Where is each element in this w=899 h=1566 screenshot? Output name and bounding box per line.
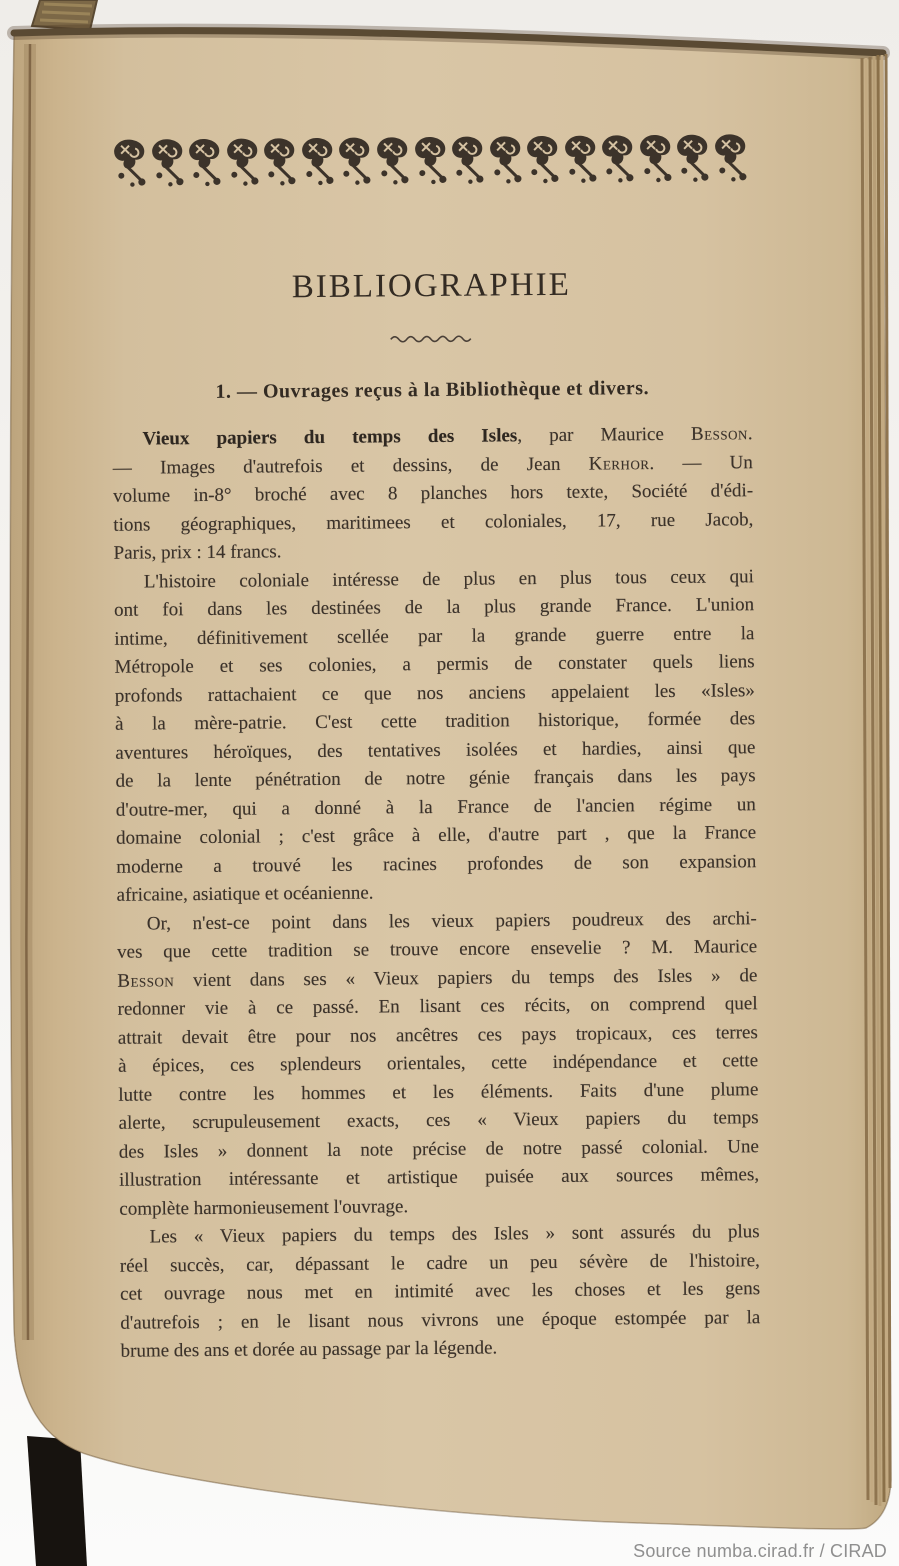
text-line: lutte contre les hommes et les éléments. Faits d'une plume — [118, 1078, 759, 1106]
paragraph — [117, 905, 760, 1224]
text-line: Métropole et ses colonies, a permis de constater quels liens — [114, 651, 755, 678]
section-heading: 1. — Ouvrages reçus à la Bibliothèque et divers. — [215, 377, 650, 403]
text-line: tions géographiques, maritimees et coloniales, 17, rue Jacob, — [113, 508, 754, 536]
fleuron-ornament-icon — [675, 134, 710, 184]
text-line: volume in-8° broché avec 8 planches hors texte, Société d'édi- — [113, 480, 754, 507]
text-line: de la lente pénétration de notre génie français dans les pays — [115, 765, 756, 792]
squiggle-divider — [112, 328, 752, 346]
text-line: L'histoire coloniale intéresse de plus en plus tous ceux qui — [143, 565, 754, 593]
body-paragraphs — [113, 420, 761, 1366]
text-line: intime, définitivement scellée par la grande guerre entre la — [114, 622, 755, 650]
fleuron-ornament-icon — [488, 135, 523, 185]
fleuron-ornament-icon — [525, 135, 560, 185]
page-content — [110, 133, 761, 1366]
page-title: BIBLIOGRAPHIE — [291, 266, 571, 306]
fleuron-ornament-icon — [375, 136, 410, 186]
text-line: domaine colonial ; c'est grâce à elle, d'autre part , que la France — [116, 822, 757, 849]
fleuron-ornament-icon — [150, 138, 185, 188]
fleuron-ornament-icon — [413, 136, 448, 186]
text-line: Paris, prix : 14 francs. — [113, 541, 282, 564]
squiggle-icon — [388, 333, 476, 345]
text-line: Besson vient dans ses « Vieux papiers du temps des Isles » de — [117, 964, 758, 992]
text-line: Vieux papiers du temps des Isles, par Maurice Besson. — [142, 423, 753, 450]
text-line: à la mère-patrie. C'est cette tradition historique, formée des — [115, 708, 756, 735]
text-line: à épices, ces splendeurs orientales, cette indépendance et cette — [118, 1050, 759, 1077]
text-line: brume des ans et dorée au passage par la légende. — [120, 1337, 498, 1362]
text-line: africaine, asiatique et océanienne. — [116, 882, 374, 906]
text-line: profonds rattachaient ce que nos anciens appelaient les «Isles» — [114, 679, 755, 707]
text-line: Les « Vieux papiers du temps des Isles » sont assurés du plus — [149, 1221, 760, 1248]
text-line: cet ouvrage nous met en intimité avec les choses et les gens — [120, 1278, 761, 1305]
text-line: alerte, scrupuleusement exacts, ces « Vieux papiers du temps — [118, 1107, 759, 1134]
text-line: ont foi dans les destinées de la plus grande France. L'union — [114, 594, 755, 621]
fleuron-ornament-icon — [713, 133, 748, 183]
fleuron-ornament-icon — [225, 137, 260, 187]
text-line: — Images d'autrefois et dessins, de Jean Kerhor. — Un — [112, 451, 753, 479]
fleuron-ornament-icon — [187, 138, 222, 188]
text-line: des Isles » donnent la note précise de notre passé colonial. Une — [118, 1135, 759, 1163]
source-attribution: Source numba.cirad.fr / CIRAD — [633, 1541, 887, 1561]
text-line: d'outre-mer, qui a donné à la France de l'ancien régime un — [115, 793, 756, 821]
fleuron-ornament-icon — [450, 136, 485, 186]
ornament-row — [112, 133, 748, 189]
text-line: moderne a trouvé les racines profondes de son expansion — [116, 850, 757, 878]
fleuron-ornament-icon — [300, 137, 335, 187]
text-line: ves que cette tradition se trouve encore ensevelie ? M. Maurice — [117, 936, 758, 963]
text-line: d'autrefois ; en le lisant nous vivrons une époque estompée par la — [120, 1306, 761, 1334]
text-line: complète harmonieusement l'ouvrage. — [119, 1195, 409, 1220]
paragraph — [119, 1218, 760, 1366]
gutter-crease — [26, 44, 30, 1340]
fleuron-ornament-icon — [112, 138, 147, 188]
text-line: Or, n'est-ce point dans les vieux papiers poudreux des archi- — [146, 907, 757, 935]
fleuron-ornament-icon — [600, 134, 635, 184]
paragraph — [114, 563, 757, 911]
fleuron-ornament-icon — [563, 135, 598, 185]
bookmark-ribbon — [27, 1436, 87, 1566]
text-line: réel succès, car, dépassant le cadre un peu sévère de l'histoire, — [119, 1249, 760, 1277]
text-line: attrait devait être pour nos ancêtres ces pays tropicaux, ces terres — [117, 1021, 758, 1049]
fleuron-ornament-icon — [262, 137, 297, 187]
text-line: aventures héroïques, des tentatives isolées et hardies, ainsi que — [115, 736, 756, 764]
page-fore-edge — [862, 54, 890, 1506]
fleuron-ornament-icon — [638, 134, 673, 184]
paragraph — [113, 420, 754, 568]
fleuron-ornament-icon — [337, 137, 372, 187]
text-line: redonner vie à ce passé. En lisant ces récits, on comprend quel — [117, 993, 758, 1020]
text-line: illustration intéressante et artistique puisée aux sources mêmes, — [119, 1164, 760, 1191]
